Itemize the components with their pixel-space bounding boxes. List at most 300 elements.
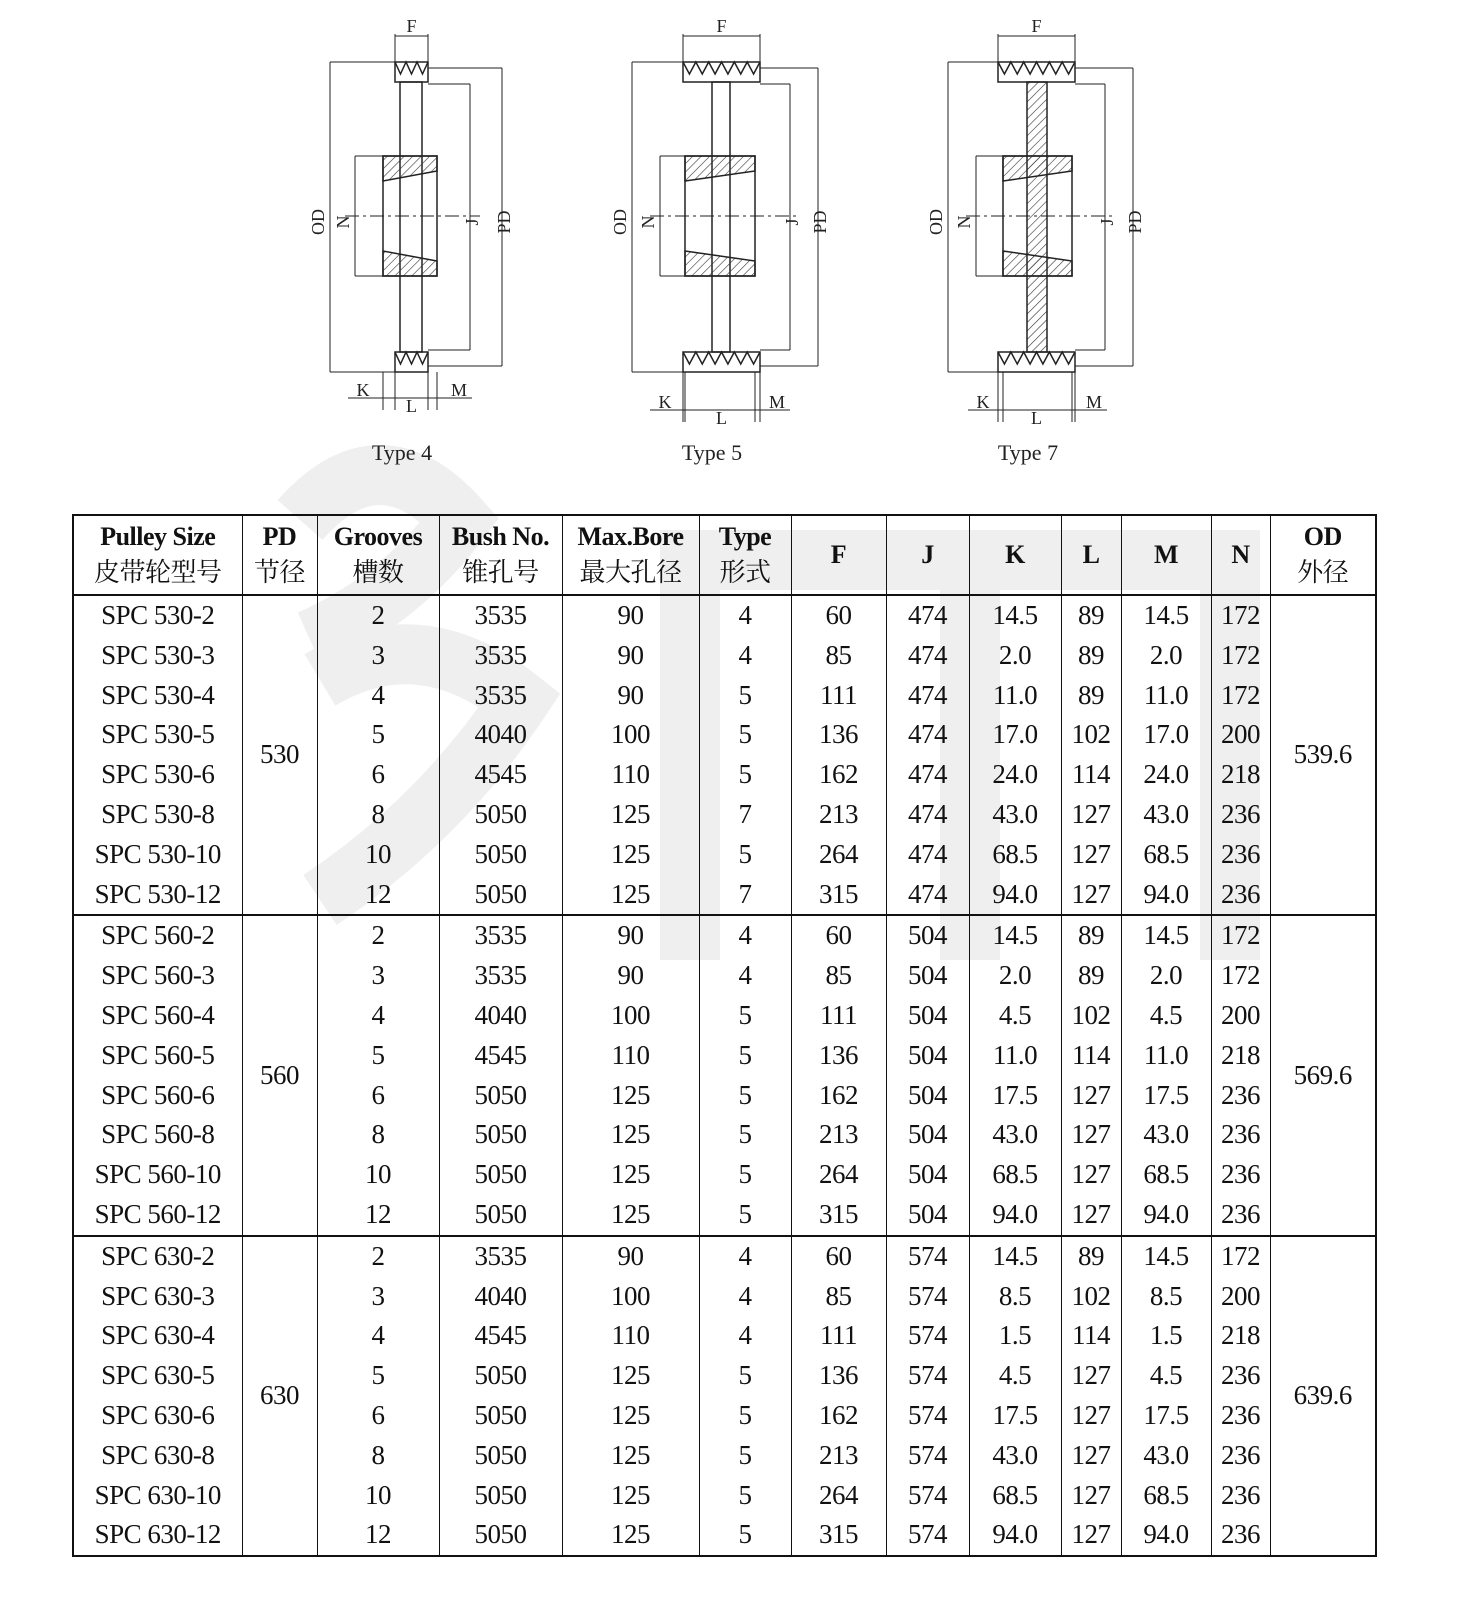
- cell-pulley-size: SPC 560-12: [73, 1195, 242, 1236]
- cell-l: 127: [1061, 1195, 1121, 1236]
- cell-od: 539.6: [1270, 595, 1376, 915]
- cell-m: 4.5: [1121, 1356, 1211, 1396]
- cell-n: 236: [1211, 835, 1270, 875]
- cell-pulley-size: SPC 530-3: [101, 639, 215, 670]
- cell-max-bore: 110: [562, 755, 699, 795]
- pulley-drawing-type-7: [926, 16, 1145, 465]
- cell-type: 4: [699, 1277, 791, 1317]
- cell-pulley-size: SPC 630-8: [101, 1439, 215, 1470]
- cell-l: 127: [1061, 1515, 1121, 1556]
- cell-pulley-size: SPC 630-10: [94, 1479, 221, 1510]
- cell-bush-no: 5050: [439, 1476, 562, 1516]
- cell-pulley-size: SPC 530-2: [101, 600, 215, 630]
- cell-n: 236: [1211, 795, 1270, 835]
- cell-max-bore: 125: [562, 1155, 699, 1195]
- cell-n: 218: [1211, 755, 1270, 795]
- column-header-zh: 形式: [719, 558, 771, 587]
- cell-m: 8.5: [1121, 1277, 1211, 1317]
- column-header-en: Pulley Size: [100, 522, 216, 551]
- table-header-row: [73, 515, 1376, 595]
- cell-k: 68.5: [969, 835, 1061, 875]
- cell-j: 574: [886, 1277, 969, 1317]
- cell-type: 5: [699, 1036, 791, 1076]
- cell-m: 14.5: [1121, 1236, 1211, 1277]
- column-header-en: PD: [262, 522, 297, 551]
- cell-type: 4: [699, 636, 791, 676]
- cell-l: 102: [1061, 1277, 1121, 1317]
- column-header-zh: 外径: [1297, 558, 1349, 587]
- cell-pulley-size: SPC 560-5: [101, 1039, 215, 1070]
- cell-l: 127: [1061, 1356, 1121, 1396]
- column-header: [969, 515, 1061, 595]
- cell-f: 162: [791, 1076, 886, 1116]
- cell-type: 5: [699, 835, 791, 875]
- cell-k: 17.5: [969, 1396, 1061, 1436]
- column-header: [1211, 515, 1270, 595]
- cell-m: 24.0: [1121, 755, 1211, 795]
- cell-l: 127: [1061, 795, 1121, 835]
- cell-k: 17.5: [969, 1076, 1061, 1116]
- cell-l: 102: [1061, 996, 1121, 1036]
- label-f: F: [1031, 16, 1042, 36]
- web: [1027, 82, 1047, 352]
- cell-type: 5: [699, 715, 791, 755]
- label-m: M: [768, 392, 786, 412]
- cell-pulley-size: SPC 530-4: [101, 679, 215, 710]
- column-header-en: K: [1005, 540, 1025, 569]
- cell-max-bore: 125: [562, 835, 699, 875]
- cell-k: 24.0: [969, 755, 1061, 795]
- cell-grooves: 6: [317, 1396, 439, 1436]
- label-od: OD: [926, 209, 946, 235]
- cell-type: 4: [699, 595, 791, 636]
- cell-bush-no: 3535: [439, 676, 562, 716]
- cell-pulley-size: SPC 560-6: [101, 1079, 215, 1110]
- column-header-zh: 槽数: [352, 558, 404, 587]
- cell-max-bore: 125: [562, 1396, 699, 1436]
- label-l: L: [406, 396, 417, 416]
- cell-max-bore: 125: [562, 1515, 699, 1556]
- cell-bush-no: 5050: [439, 1115, 562, 1155]
- column-header: [562, 515, 699, 595]
- cell-od: 639.6: [1270, 1236, 1376, 1556]
- cell-n: 172: [1211, 956, 1270, 996]
- cell-type: 5: [699, 755, 791, 795]
- label-od: OD: [308, 209, 328, 235]
- cell-n: 236: [1211, 1076, 1270, 1116]
- cell-bush-no: 5050: [439, 1515, 562, 1556]
- cell-type: 5: [699, 1436, 791, 1476]
- cell-k: 11.0: [969, 676, 1061, 716]
- cell-grooves: 12: [317, 1195, 439, 1236]
- pulley-spec-table: [72, 514, 1377, 1557]
- cell-pulley-size: SPC 530-10: [94, 838, 221, 869]
- cell-pulley-size: SPC 530-6: [101, 759, 215, 790]
- cell-k: 14.5: [969, 915, 1061, 956]
- cell-n: 236: [1211, 1396, 1270, 1436]
- groove-profile: [683, 352, 760, 364]
- cell-j: 474: [886, 875, 969, 916]
- cell-m: 17.0: [1121, 715, 1211, 755]
- cell-type: 4: [699, 956, 791, 996]
- cell-max-bore: 90: [562, 636, 699, 676]
- cell-bush-no: 3535: [439, 636, 562, 676]
- cell-type: 7: [699, 875, 791, 916]
- label-pd: PD: [810, 210, 830, 234]
- cell-type: 4: [699, 1236, 791, 1277]
- cell-l: 89: [1061, 915, 1121, 956]
- cell-k: 17.0: [969, 715, 1061, 755]
- cell-pd: 630: [242, 1236, 317, 1556]
- cell-l: 114: [1061, 1316, 1121, 1356]
- cell-f: 136: [791, 1036, 886, 1076]
- cell-type: 5: [699, 1195, 791, 1236]
- column-header: [1061, 515, 1121, 595]
- type-caption: Type 5: [681, 440, 743, 465]
- cell-type: 4: [699, 915, 791, 956]
- cell-n: 172: [1211, 1236, 1270, 1277]
- cell-f: 111: [791, 996, 886, 1036]
- cell-f: 60: [791, 915, 886, 956]
- cell-grooves: 10: [317, 1476, 439, 1516]
- cell-f: 60: [791, 595, 886, 636]
- label-n: N: [333, 215, 353, 229]
- cell-max-bore: 100: [562, 1277, 699, 1317]
- cell-pulley-size: SPC 530-5: [101, 719, 215, 750]
- cell-pulley-size: SPC 560-10: [94, 1159, 221, 1190]
- cell-f: 213: [791, 1436, 886, 1476]
- cell-f: 60: [791, 1236, 886, 1277]
- cell-bush-no: 4545: [439, 755, 562, 795]
- cell-k: 11.0: [969, 1036, 1061, 1076]
- cell-l: 127: [1061, 1396, 1121, 1436]
- type-caption: Type 4: [371, 440, 433, 465]
- label-od: OD: [610, 209, 630, 235]
- cell-pulley-size: SPC 560-4: [101, 999, 215, 1030]
- column-header-en: Max.Bore: [577, 522, 684, 551]
- cell-pulley-size: SPC 630-12: [73, 1515, 242, 1556]
- cell-max-bore: 90: [562, 956, 699, 996]
- cell-k: 1.5: [969, 1316, 1061, 1356]
- cell-l: 127: [1061, 1076, 1121, 1116]
- cell-k: 14.5: [969, 1236, 1061, 1277]
- label-j: J: [462, 218, 482, 226]
- cell-n: 236: [1211, 1476, 1270, 1516]
- cell-grooves: 8: [317, 1436, 439, 1476]
- cell-grooves: 2: [317, 915, 439, 956]
- cell-type: 5: [699, 1155, 791, 1195]
- cell-grooves: 8: [317, 795, 439, 835]
- cell-max-bore: 110: [562, 1316, 699, 1356]
- column-header-en: Grooves: [333, 522, 423, 551]
- cell-j: 474: [886, 755, 969, 795]
- table-row: [73, 915, 1376, 956]
- cell-max-bore: 100: [562, 715, 699, 755]
- cell-f: 162: [791, 1396, 886, 1436]
- cell-m: 43.0: [1121, 1436, 1211, 1476]
- pulley-drawing-type-5: [610, 16, 830, 465]
- groove-profile: [998, 62, 1075, 74]
- cell-m: 1.5: [1121, 1316, 1211, 1356]
- cell-n: 236: [1211, 1115, 1270, 1155]
- cell-bush-no: 4545: [439, 1316, 562, 1356]
- cell-m: 17.5: [1121, 1396, 1211, 1436]
- cell-pulley-size: SPC 630-4: [101, 1320, 215, 1351]
- label-pd: PD: [494, 210, 514, 234]
- column-header: [1270, 515, 1376, 595]
- cell-bush-no: 4040: [439, 715, 562, 755]
- cell-grooves: 8: [317, 1115, 439, 1155]
- cell-j: 504: [886, 915, 969, 956]
- cell-max-bore: 110: [562, 1036, 699, 1076]
- cell-j: 474: [886, 595, 969, 636]
- label-n: N: [638, 215, 658, 229]
- hub-section-top: [383, 156, 437, 181]
- cell-f: 264: [791, 1155, 886, 1195]
- cell-f: 85: [791, 1277, 886, 1317]
- label-f: F: [716, 16, 727, 36]
- label-k: K: [976, 392, 990, 412]
- cell-bush-no: 5050: [439, 1155, 562, 1195]
- cell-n: 172: [1211, 676, 1270, 716]
- cell-bush-no: 5050: [439, 1356, 562, 1396]
- cell-grooves: 3: [317, 1277, 439, 1317]
- cell-m: 43.0: [1121, 795, 1211, 835]
- cell-l: 89: [1061, 956, 1121, 996]
- groove-profile: [395, 62, 428, 74]
- web: [712, 82, 730, 352]
- cell-bush-no: 5050: [439, 875, 562, 916]
- cell-j: 574: [886, 1436, 969, 1476]
- cell-pulley-size: SPC 630-2: [101, 1240, 215, 1271]
- cell-f: 85: [791, 956, 886, 996]
- cell-n: 218: [1211, 1316, 1270, 1356]
- cell-type: 5: [699, 1476, 791, 1516]
- column-header-en: F: [830, 540, 847, 569]
- column-header-en: N: [1231, 540, 1250, 569]
- cell-j: 504: [886, 956, 969, 996]
- cell-k: 4.5: [969, 1356, 1061, 1396]
- cell-grooves: 6: [317, 1076, 439, 1116]
- cell-n: 200: [1211, 715, 1270, 755]
- cell-k: 43.0: [969, 1115, 1061, 1155]
- cell-max-bore: 100: [562, 996, 699, 1036]
- cell-type: 4: [699, 1316, 791, 1356]
- column-header-en: Type: [718, 522, 772, 551]
- cell-type: 5: [699, 1076, 791, 1116]
- cell-max-bore: 125: [562, 1436, 699, 1476]
- cell-bush-no: 5050: [439, 1195, 562, 1236]
- cell-bush-no: 4040: [439, 996, 562, 1036]
- cell-k: 68.5: [969, 1155, 1061, 1195]
- cell-f: 136: [791, 1356, 886, 1396]
- cell-n: 236: [1211, 1195, 1270, 1236]
- cell-l: 114: [1061, 1036, 1121, 1076]
- cell-max-bore: 125: [562, 1356, 699, 1396]
- cell-grooves: 4: [317, 996, 439, 1036]
- cell-max-bore: 125: [562, 1115, 699, 1155]
- cell-l: 102: [1061, 715, 1121, 755]
- cell-pulley-size: SPC 530-8: [101, 798, 215, 829]
- column-header-zh: 锥孔号: [462, 558, 539, 587]
- cell-type: 5: [699, 1396, 791, 1436]
- cell-l: 89: [1061, 676, 1121, 716]
- cell-bush-no: 4040: [439, 1277, 562, 1317]
- cell-max-bore: 90: [562, 595, 699, 636]
- cell-max-bore: 125: [562, 795, 699, 835]
- cell-j: 574: [886, 1236, 969, 1277]
- cell-type: 5: [699, 1356, 791, 1396]
- cell-n: 218: [1211, 1036, 1270, 1076]
- cell-l: 127: [1061, 1115, 1121, 1155]
- cell-j: 504: [886, 996, 969, 1036]
- cell-l: 89: [1061, 1236, 1121, 1277]
- cell-grooves: 6: [317, 755, 439, 795]
- cell-k: 2.0: [969, 636, 1061, 676]
- cell-m: 4.5: [1121, 996, 1211, 1036]
- cell-k: 43.0: [969, 795, 1061, 835]
- cell-m: 11.0: [1121, 1036, 1211, 1076]
- cell-pulley-size: SPC 560-3: [101, 960, 215, 991]
- cell-grooves: 10: [317, 1155, 439, 1195]
- pulley-type-drawings: [0, 0, 1477, 480]
- cell-f: 315: [791, 875, 886, 916]
- cell-l: 127: [1061, 1476, 1121, 1516]
- cell-grooves: 4: [317, 1316, 439, 1356]
- column-header: [317, 515, 439, 595]
- cell-bush-no: 3535: [439, 1236, 562, 1277]
- cell-pd: 530: [242, 595, 317, 915]
- column-header: [439, 515, 562, 595]
- cell-n: 200: [1211, 1277, 1270, 1317]
- hub-section-bottom: [685, 251, 755, 276]
- cell-m: 68.5: [1121, 1476, 1211, 1516]
- label-m: M: [1085, 392, 1103, 412]
- cell-n: 236: [1211, 1515, 1270, 1556]
- cell-k: 14.5: [969, 595, 1061, 636]
- cell-j: 474: [886, 676, 969, 716]
- cell-type: 5: [699, 676, 791, 716]
- cell-k: 94.0: [969, 1195, 1061, 1236]
- cell-l: 89: [1061, 595, 1121, 636]
- groove-profile: [395, 352, 428, 364]
- groove-profile: [683, 62, 760, 74]
- cell-l: 127: [1061, 1155, 1121, 1195]
- cell-bush-no: 5050: [439, 795, 562, 835]
- cell-f: 136: [791, 715, 886, 755]
- cell-j: 474: [886, 636, 969, 676]
- cell-bush-no: 3535: [439, 595, 562, 636]
- column-header-en: J: [921, 540, 934, 569]
- cell-j: 574: [886, 1356, 969, 1396]
- label-n: N: [954, 215, 974, 229]
- cell-f: 111: [791, 1316, 886, 1356]
- cell-l: 127: [1061, 835, 1121, 875]
- cell-j: 474: [886, 795, 969, 835]
- cell-j: 474: [886, 835, 969, 875]
- cell-n: 236: [1211, 875, 1270, 916]
- cell-pulley-size: SPC 560-2: [101, 920, 215, 951]
- cell-n: 172: [1211, 595, 1270, 636]
- cell-max-bore: 90: [562, 915, 699, 956]
- cell-j: 504: [886, 1115, 969, 1155]
- cell-max-bore: 125: [562, 1195, 699, 1236]
- cell-pulley-size: SPC 560-8: [101, 1119, 215, 1150]
- cell-grooves: 5: [317, 715, 439, 755]
- cell-bush-no: 5050: [439, 1396, 562, 1436]
- cell-n: 172: [1211, 915, 1270, 956]
- table-row: [73, 595, 1376, 636]
- cell-bush-no: 5050: [439, 835, 562, 875]
- column-header-zh: 节径: [253, 558, 305, 587]
- cell-k: 8.5: [969, 1277, 1061, 1317]
- groove-profile: [998, 352, 1075, 364]
- cell-type: 5: [699, 1115, 791, 1155]
- column-header-en: M: [1153, 540, 1179, 569]
- column-header-en: OD: [1303, 522, 1342, 551]
- cell-n: 236: [1211, 1356, 1270, 1396]
- cell-pulley-size: SPC 630-5: [101, 1360, 215, 1391]
- cell-grooves: 2: [317, 595, 439, 636]
- cell-l: 127: [1061, 875, 1121, 916]
- cell-bush-no: 4545: [439, 1036, 562, 1076]
- cell-bush-no: 3535: [439, 915, 562, 956]
- cell-m: 14.5: [1121, 595, 1211, 636]
- label-m: M: [450, 380, 468, 400]
- cell-f: 264: [791, 835, 886, 875]
- cell-od: 569.6: [1270, 915, 1376, 1235]
- cell-n: 200: [1211, 996, 1270, 1036]
- label-k: K: [658, 392, 672, 412]
- cell-k: 68.5: [969, 1476, 1061, 1516]
- cell-m: 68.5: [1121, 1155, 1211, 1195]
- pulley-drawing-type-4: [308, 16, 514, 465]
- column-header-zh: 皮带轮型号: [93, 558, 222, 587]
- label-j: J: [782, 218, 802, 226]
- cell-f: 111: [791, 676, 886, 716]
- cell-f: 162: [791, 755, 886, 795]
- label-f: F: [406, 16, 417, 36]
- label-l: L: [1031, 408, 1042, 428]
- table-row: [73, 1236, 1376, 1277]
- cell-type: 5: [699, 1515, 791, 1556]
- column-header: [886, 515, 969, 595]
- cell-pulley-size: SPC 630-6: [101, 1399, 215, 1430]
- type-caption: Type 7: [997, 440, 1059, 465]
- label-l: L: [716, 408, 727, 428]
- cell-m: 68.5: [1121, 835, 1211, 875]
- cell-m: 14.5: [1121, 915, 1211, 956]
- cell-j: 504: [886, 1195, 969, 1236]
- cell-j: 574: [886, 1515, 969, 1556]
- cell-j: 574: [886, 1316, 969, 1356]
- cell-type: 5: [699, 996, 791, 1036]
- cell-j: 574: [886, 1476, 969, 1516]
- cell-grooves: 5: [317, 1036, 439, 1076]
- cell-bush-no: 3535: [439, 956, 562, 996]
- cell-bush-no: 5050: [439, 1436, 562, 1476]
- label-pd: PD: [1125, 210, 1145, 234]
- cell-grooves: 5: [317, 1356, 439, 1396]
- label-k: K: [356, 380, 370, 400]
- cell-m: 11.0: [1121, 676, 1211, 716]
- cell-grooves: 12: [317, 1515, 439, 1556]
- column-header: [699, 515, 791, 595]
- column-header: [242, 515, 317, 595]
- cell-f: 315: [791, 1195, 886, 1236]
- cell-l: 89: [1061, 636, 1121, 676]
- cell-j: 574: [886, 1396, 969, 1436]
